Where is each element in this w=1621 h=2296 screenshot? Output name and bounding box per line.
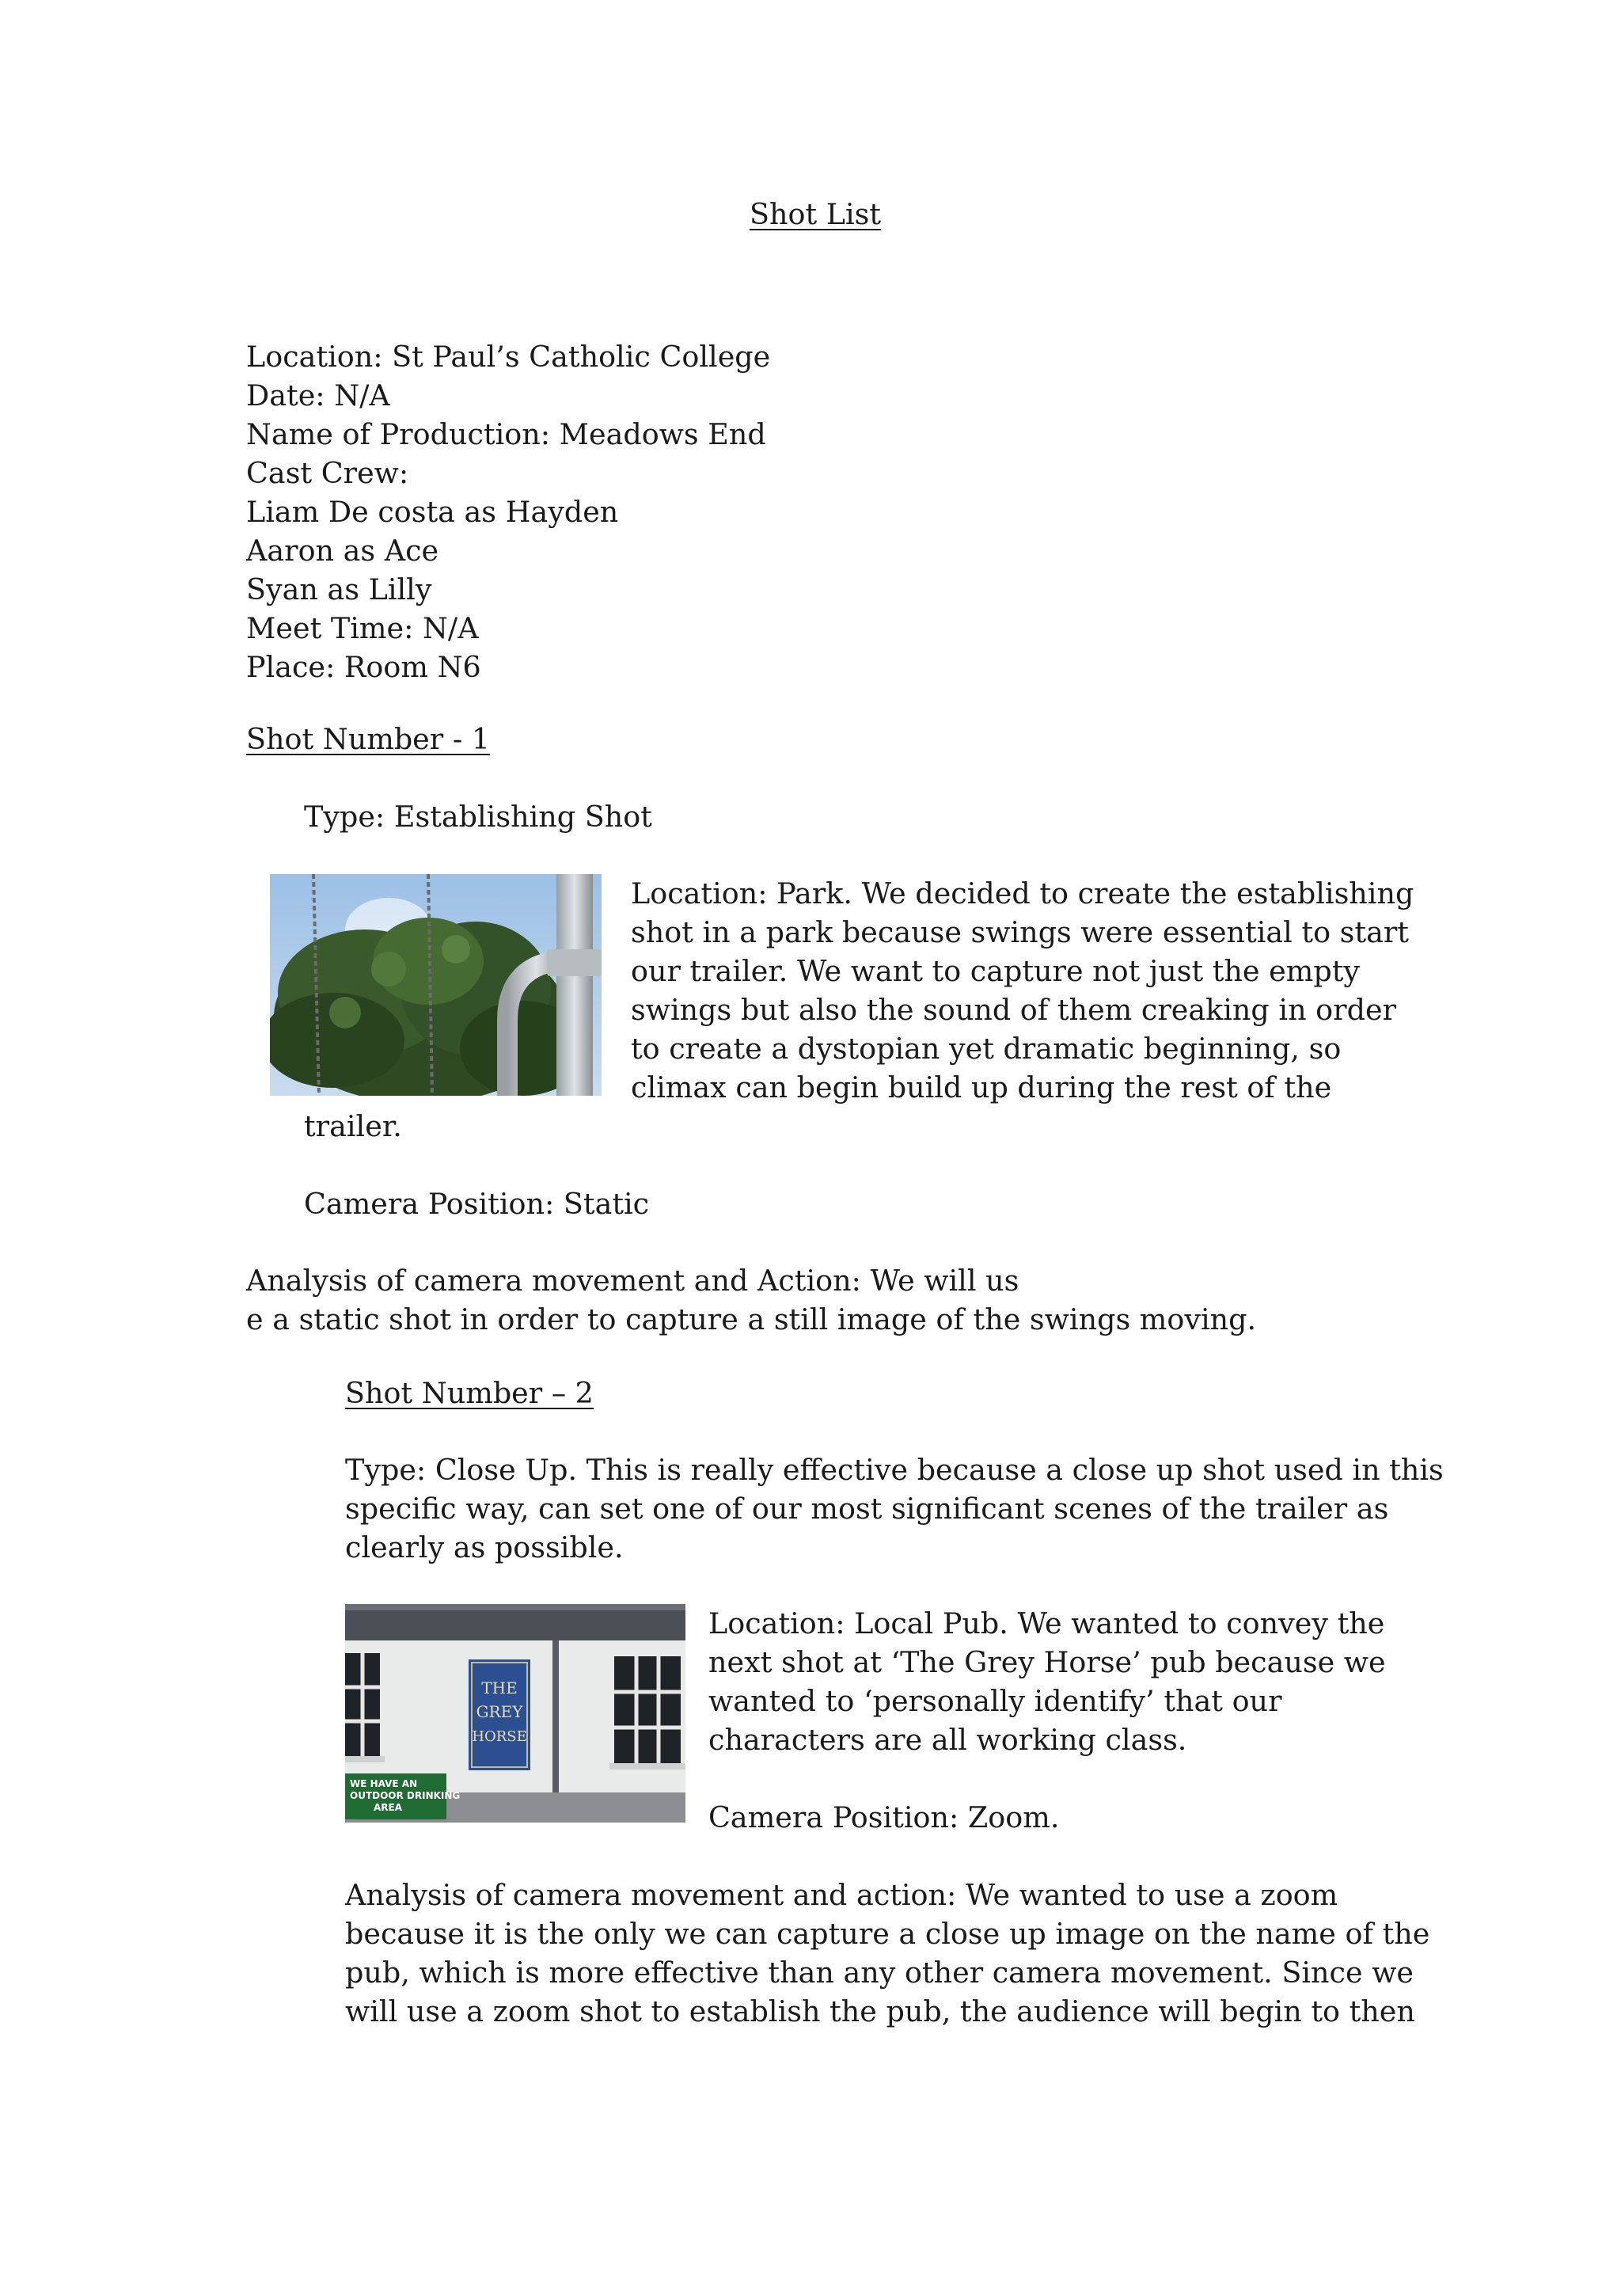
pub-sign-line: HORSE	[472, 1728, 527, 1745]
banner-text: OUTDOOR DRINKING	[350, 1790, 461, 1801]
text-line: to create a dystopian yet dramatic beginning, so	[631, 1032, 1342, 1066]
info-place: Place: Room N6	[246, 650, 481, 684]
text-line: our trailer. We want to capture not just the empty	[631, 954, 1360, 988]
text-line: e a static shot in order to capture a still image of the swings moving.	[246, 1302, 1257, 1336]
text-line: characters are all working class.	[708, 1723, 1187, 1757]
shot2-heading: Shot Number – 2	[345, 1376, 594, 1410]
shot1-location-tail: trailer.	[304, 1109, 402, 1143]
text-line: specific way, can set one of our most significant scenes of the trailer as	[345, 1492, 1389, 1526]
page-title: Shot List	[750, 197, 882, 231]
cast-member: Aaron as Ace	[246, 534, 439, 568]
text-line: Type: Close Up. This is really effective because a close up shot used in this	[345, 1453, 1444, 1487]
grey-horse-pub-photo	[345, 1604, 685, 1823]
shot2-camera-position: Camera Position: Zoom.	[708, 1800, 1060, 1834]
park-swings-photo	[270, 874, 602, 1096]
shot1-heading: Shot Number - 1	[246, 722, 490, 756]
banner-text: WE HAVE AN	[350, 1778, 418, 1789]
info-meet-time: Meet Time: N/A	[246, 611, 479, 645]
pub-sign-line: THE	[481, 1678, 518, 1697]
text-line: swings but also the sound of them creaking in order	[631, 993, 1397, 1027]
text-line: next shot at ‘The Grey Horse’ pub because we	[708, 1645, 1386, 1679]
shot1-type: Type: Establishing Shot	[304, 800, 652, 834]
text-line: because it is the only we can capture a close up image on the name of the	[345, 1917, 1430, 1951]
info-location: Location: St Paul’s Catholic College	[246, 340, 771, 374]
text-line: wanted to ‘personally identify’ that our	[708, 1684, 1282, 1718]
text-line: will use a zoom shot to establish the pub, the audience will begin to then	[345, 1994, 1415, 2028]
text-line: climax can begin build up during the rest of the	[631, 1070, 1332, 1104]
production-info	[246, 337, 770, 686]
cast-member: Liam De costa as Hayden	[246, 495, 619, 529]
text-line: shot in a park because swings were essential to start	[631, 915, 1409, 949]
shot1-camera-position: Camera Position: Static	[304, 1187, 650, 1221]
shot1-location-text	[631, 874, 1414, 1107]
text-line: Analysis of camera movement and Action: We will us	[246, 1264, 1019, 1298]
shot2-type	[345, 1450, 1444, 1567]
shot1-analysis	[246, 1261, 1256, 1339]
cast-member: Syan as Lilly	[246, 572, 432, 606]
text-line: Analysis of camera movement and action: We wanted to use a zoom	[345, 1878, 1338, 1912]
text-line: clearly as possible.	[345, 1530, 624, 1564]
text-line: Location: Park. We decided to create the establishing	[631, 876, 1414, 910]
info-date: Date: N/A	[246, 378, 390, 412]
shot2-analysis	[345, 1876, 1429, 2031]
info-cast-crew-label: Cast Crew:	[246, 456, 409, 490]
text-line: Location: Local Pub. We wanted to convey the	[708, 1606, 1385, 1640]
text-line: pub, which is more effective than any other camera movement. Since we	[345, 1956, 1414, 1990]
shot2-location-text	[708, 1604, 1386, 1759]
pub-sign-line: GREY	[476, 1702, 523, 1721]
info-production: Name of Production: Meadows End	[246, 417, 766, 451]
banner-text: AREA	[374, 1802, 403, 1813]
